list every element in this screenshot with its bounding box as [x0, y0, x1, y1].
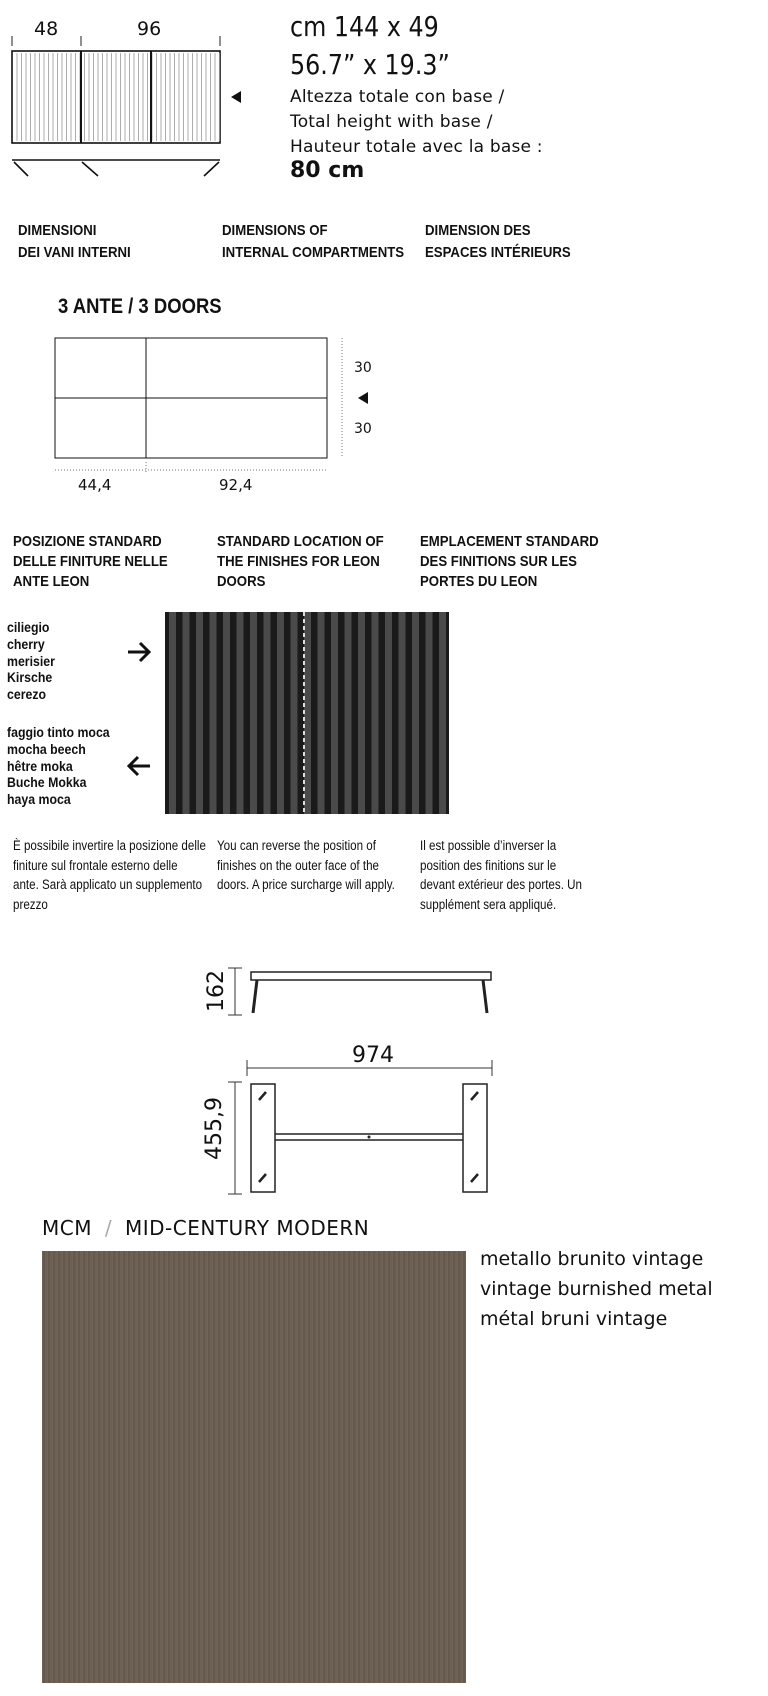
width-left-label: 48 [34, 18, 59, 40]
base-height-label: 162 [204, 970, 229, 1012]
dimensions-heading-fr [425, 220, 571, 264]
heading-line: PORTES DU LEON [420, 573, 538, 590]
heading-line: STANDARD LOCATION OF [217, 533, 384, 550]
base-drawing [195, 960, 495, 1200]
finish-it: metallo brunito vintage [480, 1248, 704, 1270]
heading-line: DIMENSION DES [425, 222, 531, 239]
outer-finish-list [7, 619, 55, 703]
heading-line: ESPACES INTÉRIEURS [425, 244, 571, 261]
heading-line: DOORS [217, 573, 266, 590]
height-label-en: Total height with base / [290, 112, 493, 132]
heading-line: THE FINISHES FOR LEON [217, 553, 380, 570]
heading-line: DEI VANI INTERNI [18, 244, 131, 261]
list-item: ciliegio [7, 619, 50, 635]
dimensions-heading-it [18, 220, 131, 264]
list-item: cherry [7, 635, 45, 652]
height-value: 80 cm [290, 158, 365, 183]
note-en: You can reverse the position of finishes on the outer face of the doors. A price surcharge will apply. [217, 838, 395, 892]
list-item: haya moca [7, 791, 71, 808]
leon-door-swatch [165, 612, 449, 814]
base-width-label: 974 [352, 1043, 394, 1068]
heading-line: DELLE FINITURE NELLE [13, 553, 168, 570]
compartment-width-left: 44,4 [78, 476, 112, 494]
material-code: MCM [42, 1216, 92, 1240]
finish-en: vintage burnished metal [480, 1278, 713, 1300]
note-it: È possibile invertire la posizione delle finiture sul frontale esterno delle ante. Sarà applicato un supplemento prezzo [13, 838, 206, 912]
metal-swatch [42, 1251, 466, 1683]
heading-line: DES FINITIONS SUR LES [420, 553, 577, 570]
inner-finish-list [7, 724, 110, 808]
finish-heading-it [13, 532, 168, 592]
arrow-left-icon [129, 757, 150, 775]
compartment-height-top: 30 [354, 360, 372, 376]
size-inches: 56.7” x 19.3” [290, 48, 450, 81]
height-label-it: Altezza totale con base / [290, 87, 505, 107]
finish-fr: métal bruni vintage [480, 1308, 668, 1330]
compartment-height-bottom: 30 [354, 421, 372, 437]
height-label-fr: Hauteur totale avec la base : [290, 137, 543, 157]
heading-line: POSIZIONE STANDARD [13, 533, 162, 550]
compartments-drawing [0, 330, 380, 480]
material-heading [42, 1216, 369, 1240]
heading-line: ANTE LEON [13, 573, 90, 590]
list-item: hêtre moka [7, 757, 73, 774]
compartments-title: 3 ANTE / 3 DOORS [58, 295, 222, 318]
list-item: mocha beech [7, 740, 86, 757]
heading-line: DIMENSIONS OF [222, 222, 328, 239]
list-item: merisier [7, 652, 55, 669]
list-item: faggio tinto moca [7, 724, 110, 740]
heading-line: EMPLACEMENT STANDARD [420, 533, 599, 550]
finish-arrows [120, 630, 160, 830]
list-item: Kirsche [7, 669, 53, 686]
material-name: MID-CENTURY MODERN [124, 1216, 370, 1240]
material-separator: / [104, 1216, 113, 1240]
width-right-label: 96 [137, 18, 162, 40]
base-depth-label: 455,9 [202, 1097, 227, 1160]
note-fr: Il est possible d’inverser la position des finitions sur le devant extérieur des portes. Un supplément sera appliqué. [420, 838, 582, 912]
material-finish-list [480, 1244, 713, 1334]
sideboard-front-icon [0, 0, 260, 190]
arrow-right-icon [128, 643, 149, 661]
finish-heading-en [217, 532, 384, 592]
heading-line: INTERNAL COMPARTMENTS [222, 244, 405, 261]
dimensions-heading-en [222, 220, 404, 264]
list-item: Buche Mokka [7, 774, 87, 791]
finish-heading-fr [420, 532, 599, 592]
compartment-width-right: 92,4 [219, 476, 253, 494]
heading-line: DIMENSIONI [18, 222, 97, 239]
list-item: cerezo [7, 686, 47, 703]
size-cm: cm 144 x 49 [290, 10, 439, 43]
